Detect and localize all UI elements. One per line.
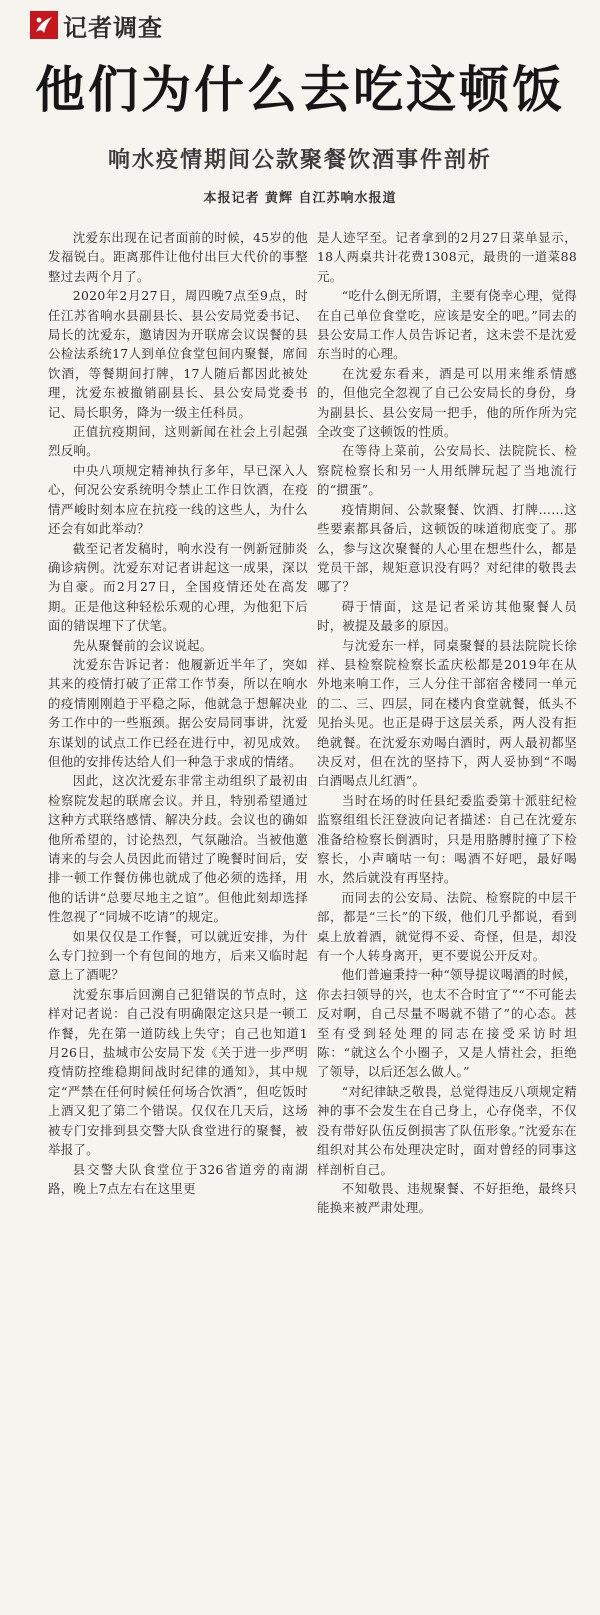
- article-paragraph: 碍于情面，这是记者采访其他聚餐人员时，被提及最多的原因。: [317, 598, 577, 634]
- article-paragraph: 是人迹罕至。记者拿到的2月27日菜单显示，18人两桌共计花费1308元，最贵的一道菜88元。: [317, 230, 577, 284]
- article-paragraph: 而同去的公安局、法院、检察院的中层干部，都是“三长”的下级，他们几乎都说，看到桌上放着酒，就觉得不妥、奇怪，但是，却没有一个人转身离开，更不要说公开反对。: [317, 889, 577, 964]
- article-title: 他们为什么去吃这顿饭: [35, 61, 565, 119]
- article-paragraph: 疫情期间、公款聚餐、饮酒、打牌……这些要素都具备后，这顿饭的味道彻底变了。那么，参与这次聚餐的人心里在想些什么，都是党员干部，规矩意识没有吗？对纪律的敬畏去哪了？: [317, 501, 577, 595]
- article-byline: 本报记者 黄辉 自江苏响水报道: [203, 191, 397, 206]
- article-paragraph: 在等待上菜前，公安局长、法院院长、检察院检察长和另一人用纸牌玩起了当地流行的“掼蛋”。: [317, 443, 577, 498]
- article-paragraph: 截至记者发稿时，响水没有一例新冠肺炎确诊病例。沈爱东对记者讲起这一成果，深以为自豪。而2月27日，全国疫情还处在高发期。正是他这种轻松乐观的心理，为他犯下后面的错误埋下了伏笔。: [48, 540, 308, 634]
- article-column-right: [317, 228, 577, 1218]
- article-subtitle: 响水疫情期间公款聚餐饮酒事件剖析: [107, 148, 492, 173]
- article-paragraph: 中央八项规定精神执行多年，早已深入人心，何况公安系统明令禁止工作日饮酒，在疫情严峻时刻本应在抗疫一线的这些人，为什么还会有如此举动？: [48, 462, 308, 537]
- article-paragraph: 沈爱东告诉记者：他履新近半年了，突如其来的疫情打破了正常工作节奏，所以在响水的疫情刚刚趋于平稳之际，他就急于想解决业务工作中的一些瓶颈。据公安局同事讲，沈爱东谋划的试点工作已经在进行中，初见成效。但他的安排传达给人们一种急于求成的情绪。: [48, 656, 308, 769]
- article-paragraph: 他们普遍秉持一种“领导提议喝酒的时候，你去扫领导的兴，也太不合时宜了”“不可能去反对啊，自己尽量不喝就不错了”的心态。甚至有受到轻处理的同志在接受采访时坦陈：“就这么个小圈子，又是人情社会，拒绝了领导，以后还怎么做人。”: [317, 967, 577, 1080]
- article-paragraph: 2020年2月27日，周四晚7点至9点，时任江苏省响水县副县长、县公安局党委书记、局长的沈爱东，邀请因为开联席会议误餐的县公检法系统17人到单位食堂包间内聚餐，席间饮酒，等餐期间打牌，17人随后都因此被处理，沈爱东被撤销副县长、县公安局党委书记、局长职务，降为一级主任科员。: [48, 288, 308, 420]
- article-column-left: [48, 228, 308, 1198]
- newspaper-logo-icon: [30, 11, 58, 39]
- article-paragraph: 当时在场的时任县纪委监委第十派驻纪检监察组组长汪登波向记者描述：自己在沈爱东准备给检察长倒酒时，只是用胳膊肘撞了下检察长，小声嘀咕一句：喝酒不好吧，最好喝水，然后就没有再坚持。: [317, 792, 577, 886]
- article-paragraph: 沈爱东出现在记者面前的时候，45岁的他发福锐白。距离那件让他付出巨大代价的事整整过去两个月了。: [48, 230, 308, 284]
- article-paragraph: 如果仅仅是工作餐，可以就近安排，为什么专门拉到一个有包间的地方，后来又临时起意上了酒呢？: [48, 928, 308, 983]
- article-paragraph: 在沈爱东看来，酒是可以用来维系情感的，但他完全忽视了自己公安局长的身份，身为副县长、县公安局一把手，他的所作所为完全改变了这顿饭的性质。: [317, 365, 577, 440]
- article-paragraph: 沈爱东事后回溯自己犯错误的节点时，这样对记者说：自己没有明确限定这只是一顿工作餐，先在第一道防线上失守；自己也知道1月26日，盐城市公安局下发《关于进一步严明疫情防控维稳期间战时纪律的通知》，其中规定“严禁在任何时候任何场合饮酒”，但吃饭时上酒又犯了第二个错误。仅仅在几天后，这场被专门安排到县交警大队食堂进行的聚餐，被举报了。: [48, 986, 308, 1158]
- article-paragraph: 与沈爱东一样，同桌聚餐的县法院院长徐祥、县检察院检察长孟庆松都是2019年在从外地来响工作，三人分住干部宿舍楼同一单元的二、三、四层，同在楼内食堂就餐，低头不见抬头见。也正是碍于这层关系，两人没有拒绝就餐。在沈爱东劝喝白酒时，两人最初都坚决反对，但在沈的坚持下，两人妥协到“不喝白酒喝点儿红酒”。: [317, 637, 577, 789]
- article-paragraph: “吃什么倒无所谓，主要有侥幸心理，觉得在自己单位食堂吃，应该是安全的吧。”同去的县公安局工作人员告诉记者，这未尝不是沈爱东当时的心理。: [317, 288, 577, 362]
- article-paragraph: “对纪律缺乏敬畏，总觉得违反八项规定精神的事不会发生在自己身上，心存侥幸，不仅没有带好队伍反倒损害了队伍形象。”沈爱东在组织对其公布处理决定时，面对曾经的同事这样剖析自己。: [317, 1083, 577, 1177]
- column-header: [0, 0, 600, 50]
- column-name: 记者调查: [63, 14, 163, 42]
- article-paragraph: 正值抗疫期间，这则新闻在社会上引起强烈反响。: [48, 424, 308, 459]
- article-paragraph: 先从聚餐前的会议说起。: [72, 637, 213, 653]
- article-paragraph: 县交警大队食堂位于326省道旁的南湖路，晚上7点左右在这里更: [48, 1161, 308, 1196]
- article-paragraph: 因此，这次沈爱东非常主动组织了最初由检察院发起的联席会议。并且，特别希望通过这种方式联络感情、解决分歧。会议也的确如他所希望的，讨论热烈，气氛融洽。当被他邀请来的与会人员因此而错过了晚餐时间后，安排一顿工作餐仿佛也就成了他必须的选择，用他的话讲“总要尽地主之谊”。但他此刻却选择性忽视了“同城不吃请”的规定。: [48, 773, 308, 925]
- article-paragraph: 不知敬畏、违规聚餐、不好拒绝，最终只能换来被严肃处理。: [317, 1180, 577, 1216]
